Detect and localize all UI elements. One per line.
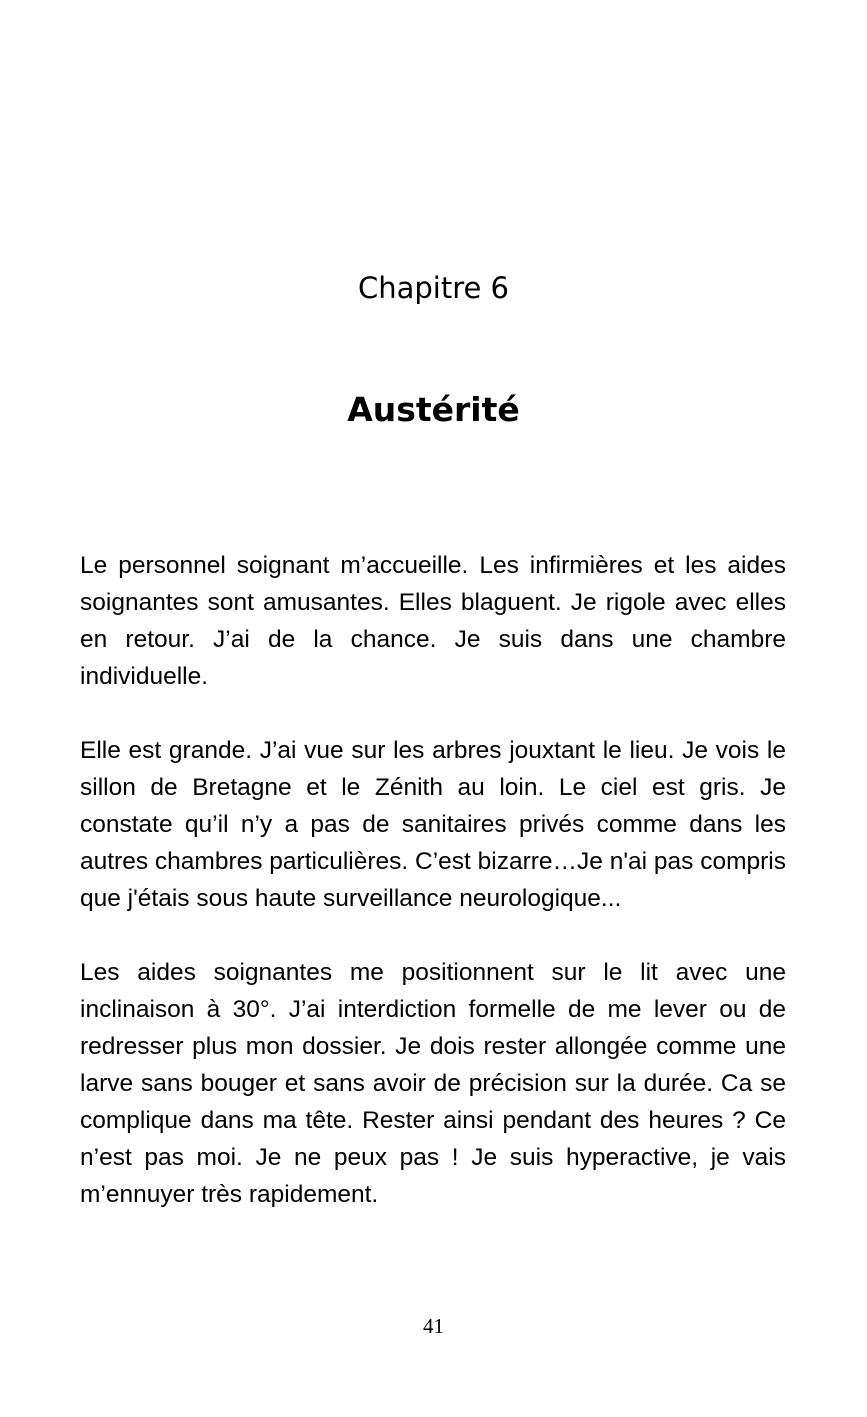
chapter-body [80, 547, 786, 1250]
chapter-label: Chapitre 6 [357, 271, 510, 305]
paragraph: Les aides soignantes me positionnent sur le lit avec une inclinaison à 30°. J’ai interdiction formelle de me lever ou de redresser plus mon dossier. Je dois rester allongée comme une larve sans bouger et sans avoir de précision sur la durée. Ca se complique dans ma tête. Rester ainsi pendant des heures ? Ce n’est pas moi. Je ne peux pas ! Je suis hyperactive, je vais m’ennuyer très rapidement. [80, 959, 786, 1208]
paragraph: Le personnel soignant m’accueille. Les infirmières et les aides soignantes sont amusantes. Elles blaguent. Je rigole avec elles en retour. J’ai de la chance. Je suis dans une chambre individuelle. [80, 552, 786, 690]
page-number: 41 [423, 1314, 444, 1338]
paragraph: Elle est grande. J’ai vue sur les arbres jouxtant le lieu. Je vois le sillon de Bretagne et le Zénith au loin. Le ciel est gris. Je constate qu’il n’y a pas de sanitaires privés comme dans les autres chambres particulières. C’est bizarre…Je n'ai pas compris que j'étais sous haute surveillance neurologique... [80, 737, 786, 912]
chapter-title: Austérité [347, 390, 520, 429]
